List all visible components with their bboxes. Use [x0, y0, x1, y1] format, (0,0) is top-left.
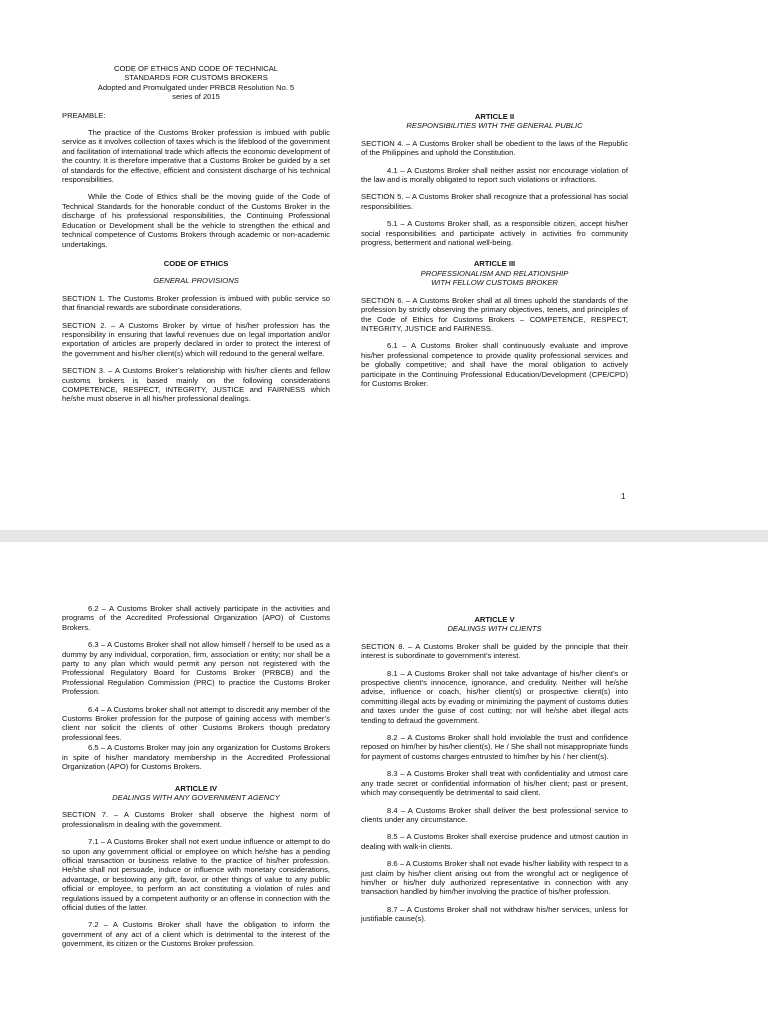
article-5-subtitle: DEALINGS WITH CLIENTS: [447, 624, 542, 634]
article-2-subtitle: RESPONSIBILITIES WITH THE GENERAL PUBLIC: [406, 121, 583, 131]
page1-left-column: [62, 64, 330, 412]
section-4-1: 4.1 – A Customs Broker shall neither assist nor encourage violation of the law and is morally obligated to report such violations or infractions.: [361, 165, 628, 185]
general-provisions-heading: GENERAL PROVISIONS: [153, 276, 239, 286]
section-4: SECTION 4. – A Customs Broker shall be obedient to the laws of the Republic of the Philippines and uphold the Constitution.: [361, 138, 628, 158]
section-8-6: 8.6 – A Customs Broker shall not evade his/her liability with respect to a just claim by his/her client arising out from the wrongful act or negligence of him/her or his/her duly authorized representative in connection with any transaction handled by him/her involving the practice of his/her profession.: [361, 859, 628, 897]
section-7-2: 7.2 – A Customs Broker shall have the obligation to inform the government of any act of a client which is detrimental to the interest of the government, its citizen or the Customs Broker profession.: [62, 920, 330, 949]
article-3-subtitle-2: WITH FELLOW CUSTOMS BROKER: [431, 278, 558, 288]
section-6-4: 6.4 – A Customs broker shall not attempt to discredit any member of the Customs Broker profession for the purpose of gaining access with member’s client nor solicit the clients of other Customs Brokers though predatory professional fees.: [62, 704, 330, 742]
preamble-label: PREAMBLE:: [62, 110, 106, 120]
section-8-4: 8.4 – A Customs Broker shall deliver the best professional service to clients under any circumstance.: [361, 805, 628, 824]
code-of-ethics-heading: CODE OF ETHICS: [163, 258, 229, 268]
document-page-2: [0, 542, 768, 1024]
section-5-1: 5.1 – A Customs Broker shall, as a responsible citizen, accept his/her social responsibilities and participate actively in activities fro community progress, betterment and national well-being.: [361, 219, 628, 248]
article-4-heading: [62, 784, 330, 803]
article-3-title: ARTICLE III: [473, 259, 516, 269]
preamble-paragraph-2: While the Code of Ethics shall be the moving guide of the Code of Technical Standards for the honorable conduct of the Customs Broker in the discharge of his professional responsibilities, the Continuing Professional Education or Development shall be the vehicle to strengthen the ethical and technical competence of Customs Brokers through academic or non-academic undertakings.: [62, 192, 330, 249]
article-4-subtitle: DEALINGS WITH ANY GOVERNMENT AGENCY: [112, 792, 280, 802]
section-8-7: 8.7 – A Customs Broker shall not withdraw his/her services, unless for justifiable cause(s).: [361, 904, 628, 924]
article-2-heading: [361, 112, 628, 131]
page-number: 1: [621, 492, 626, 501]
section-8-5: 8.5 – A Customs Broker shall exercise prudence and utmost caution in dealing with walk-in clients.: [361, 832, 628, 851]
page2-left-column: [62, 604, 330, 957]
title-line-3: Adopted and Promulgated under PRBCB Resolution No. 5: [97, 82, 295, 92]
article-3-subtitle-1: PROFESSIONALISM AND RELATIONSHIP: [420, 268, 569, 278]
title-line-1: CODE OF ETHICS AND CODE OF TECHNICAL: [114, 64, 278, 73]
article-4-title: ARTICLE IV: [174, 783, 218, 793]
article-3-heading: [361, 259, 628, 287]
article-5-title: ARTICLE V: [474, 615, 515, 624]
page1-right-column: [361, 112, 628, 396]
document-title: [62, 64, 330, 102]
section-8-1: 8.1 – A Customs Broker shall not take advantage of his/her client’s or prospective client’s innocence, ignorance, and credulity. Neither will he/she advise, influence or coach, his/her client(s) or prospective client(s) into committing illegal acts by evading or minimizing the payment of customs duties and taxes under the guise of cost cutting; nor will he/she abet illegal acts tending to defraud the government.: [361, 668, 628, 725]
section-3: SECTION 3. – A Customs Broker’s relationship with his/her clients and fellow customs brokers is based mainly on the following considerations COMPETENCE, RESPECT, INTEGRITY, JUSTICE and FAIRNESS which he/she must observe in all his/her professional dealings.: [62, 366, 330, 404]
section-8: SECTION 8. – A Customs Broker shall be guided by the principle that their interest is subordinate to government’s interest.: [361, 641, 628, 661]
section-8-2: 8.2 – A Customs Broker shall hold inviolable the trust and confidence reposed on him/her by his/her client(s). He / She shall not misappropriate funds for payment of customs charges entrusted to him/her by his / her client(s).: [361, 733, 628, 761]
section-6-5: 6.5 – A Customs Broker may join any organization for Customs Brokers in spite of his/her mandatory membership in the Accredited Professional Organization (APO) for Customs Brokers.: [62, 743, 330, 772]
section-6-2: 6.2 – A Customs Broker shall actively participate in the activities and programs of the Accredited Professional Organization (APO) of Customs Brokers.: [62, 604, 330, 632]
page2-right-column: [361, 615, 628, 932]
section-2: SECTION 2. – A Customs Broker by virtue of his/her profession has the responsibility in ensuring that lawful revenues due on legal importation and/or exportation of articles are properly declared in order to protect the interest of the government and his/her client(s) which will redound to the general welfare.: [62, 320, 330, 358]
preamble-paragraph-1: The practice of the Customs Broker profession is imbued with public service as it involves collection of taxes which is the lifeblood of the government and facilitation of international trade which affects the economic development of the country. It is therefore imperative that a Customs Broker be guided by a set of standards for the effective, efficient and consistent discharge of his technical responsibilities.: [62, 128, 330, 185]
section-1: SECTION 1. The Customs Broker profession is imbued with public service so that financial rewards are subordinate considerations.: [62, 293, 330, 313]
section-6-1: 6.1 – A Customs Broker shall continuously evaluate and improve his/her professional competence to provide quality professional services and be globally competitive; and shall have the moral obligation to actively participate in the Continuing Professional Education/Development (CPE/CPD) for Customs Broker.: [361, 341, 628, 388]
section-6: SECTION 6. – A Customs Broker shall at all times uphold the standards of the profession by strictly observing the primary objectives, tenets, and principles of the Code of Ethics for Customs Brokers – COMPETENCE, RESPECT, INTEGRITY, JUSTICE and FAIRNESS.: [361, 295, 628, 333]
section-6-3: 6.3 – A Customs Broker shall not allow himself / herself to be used as a dummy by any individual, corporation, firm, association or entity; nor shall be a party to any plan which would permit any person not registered with the Professional Regulatory Board for Customs Broker (PRBCB) and the Professional Regulation Commission (PRC) to practice the Customs Broker Profession.: [62, 640, 330, 697]
section-5: SECTION 5. – A Customs Broker shall recognize that a professional has social responsibilities.: [361, 192, 628, 211]
title-line-2: STANDARDS FOR CUSTOMS BROKERS: [124, 73, 268, 83]
article-5-heading: [361, 615, 628, 634]
title-line-4: series of 2015: [172, 92, 220, 102]
section-8-3: 8.3 – A Customs Broker shall treat with confidentiality and utmost care any trade secret or confidential information of his/her client; past or present, which may consequently be detrimental to said client.: [361, 769, 628, 798]
section-7-1: 7.1 – A Customs Broker shall not exert undue influence or attempt to do so upon any government official or employee on which he/she has a pending official transaction or business relative to the practice of his/her profession. He/she shall not persuade, induce or influence with monetary considerations, advantage, or bestowing any gift, favor, or other things of value to any public official or employee, to perform an act constituting a violation of rules and regulations issued by a competent authority or an offense in connection with the official duties of the latter.: [62, 837, 330, 912]
section-7: SECTION 7. – A Customs Broker shall observe the highest norm of professionalism in dealing with the government.: [62, 810, 330, 829]
article-2-title: ARTICLE II: [474, 112, 515, 121]
